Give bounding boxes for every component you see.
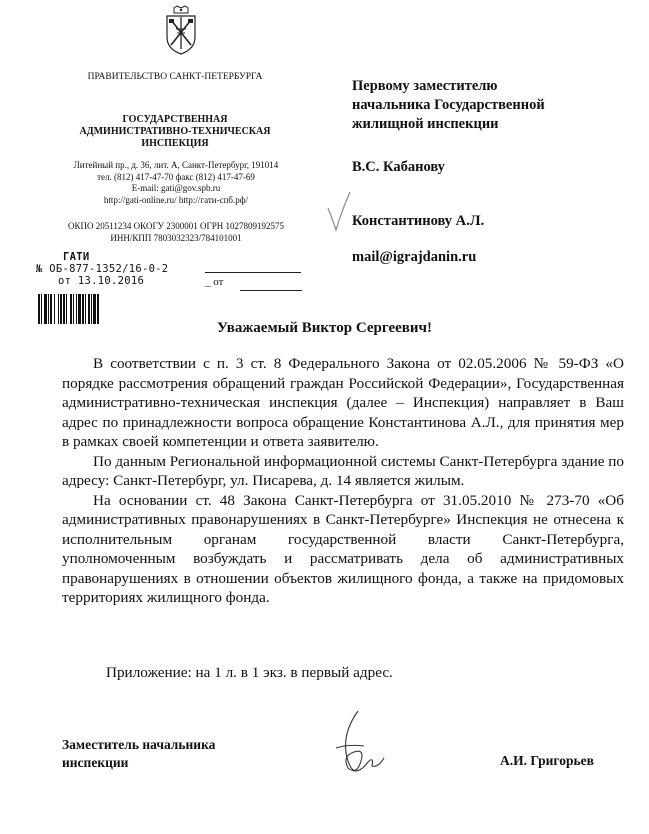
agency-websites: http://gati-online.ru/ http://гати-спб.рф/ xyxy=(103,194,249,205)
recipient-email: mail@igrajdanin.ru xyxy=(352,249,477,265)
agency-email: E-mail: gati@gov.spb.ru xyxy=(131,183,221,193)
checkmark-icon xyxy=(326,190,352,245)
ref-date-label: от xyxy=(213,276,224,288)
signatory-name: А.И. Григорьев xyxy=(500,753,594,768)
ref-date-line xyxy=(240,290,302,291)
agency-name-line1: ГОСУДАРСТВЕННАЯ xyxy=(122,114,228,125)
stamp-date: от 13.10.2016 xyxy=(58,275,145,287)
attachment-note: Приложение: на 1 л. в 1 экз. в первый адрес. xyxy=(106,664,393,681)
agency-name-line3: ИНСПЕКЦИЯ xyxy=(141,138,209,149)
handwritten-signature xyxy=(318,706,388,791)
stamp-org: ГАТИ xyxy=(63,251,90,263)
government-name: ПРАВИТЕЛЬСТВО САНКТ-ПЕТЕРБУРГА xyxy=(87,72,263,82)
recipient-position-line3: жилищной инспекции xyxy=(352,116,499,132)
agency-inn: ИНН/КПП 7803032323/784101001 xyxy=(110,232,242,243)
stamp-number: № ОБ-877-1352/16-0-2 xyxy=(36,263,169,275)
recipient-name: В.С. Кабанову xyxy=(352,159,445,175)
body-paragraph: По данным Региональной информационной системы Санкт-Петербурга здание по адресу: Санкт-Петербург, ул. Писарева, д. 14 является жилым. xyxy=(62,452,624,489)
body-paragraph: В соответствии с п. 3 ст. 8 Федерального Закона от 02.05.2006 № 59-ФЗ «О порядке рассмотрения обращений граждан Российской Федерации», Государственная административно-техническая инспекция (далее – Инспекция) направляет в Ваш адрес по принадлежности вопроса обращение Константинова А.Л., для принятия мер в рамках своей компетенции и ответа заявителю. xyxy=(62,355,624,450)
signatory-title-line2: инспекции xyxy=(62,755,129,770)
letter-body xyxy=(62,354,624,608)
body-paragraph: На основании ст. 48 Закона Санкт-Петербурга от 31.05.2010 № 273-70 «Об административных правонарушениях в Санкт-Петербурге» Инспекция не отнесена к исполнительным органам государственной власти Санкт-Петербурга, уполномоченным возбуждать и рассматривать дела об административных правонарушениях в отношении объектов жилищного фонда, а также на придомовых территориях жилищного фонда. xyxy=(62,491,624,606)
signatory-title-line1: Заместитель начальника xyxy=(62,737,216,752)
agency-address: Литейный пр., д. 36, лит. А, Санкт-Петербург, 191014 xyxy=(73,160,279,170)
coat-of-arms-icon xyxy=(161,5,201,55)
ref-number-line xyxy=(205,272,301,273)
recipient-position-line2: начальника Государственной xyxy=(352,97,545,113)
second-recipient-name: Константинову А.Л. xyxy=(352,213,485,229)
agency-phone: тел. (812) 417-47-70 факс (812) 417-47-69 xyxy=(97,171,255,182)
agency-name-line2: АДМИНИСТРАТИВНО-ТЕХНИЧЕСКАЯ xyxy=(79,126,271,137)
recipient-position-line1: Первому заместителю xyxy=(352,78,498,94)
salutation: Уважаемый Виктор Сергеевич! xyxy=(217,320,432,336)
agency-codes: ОКПО 20511234 ОКОГУ 2300001 ОГРН 1027809192575 xyxy=(68,221,284,231)
